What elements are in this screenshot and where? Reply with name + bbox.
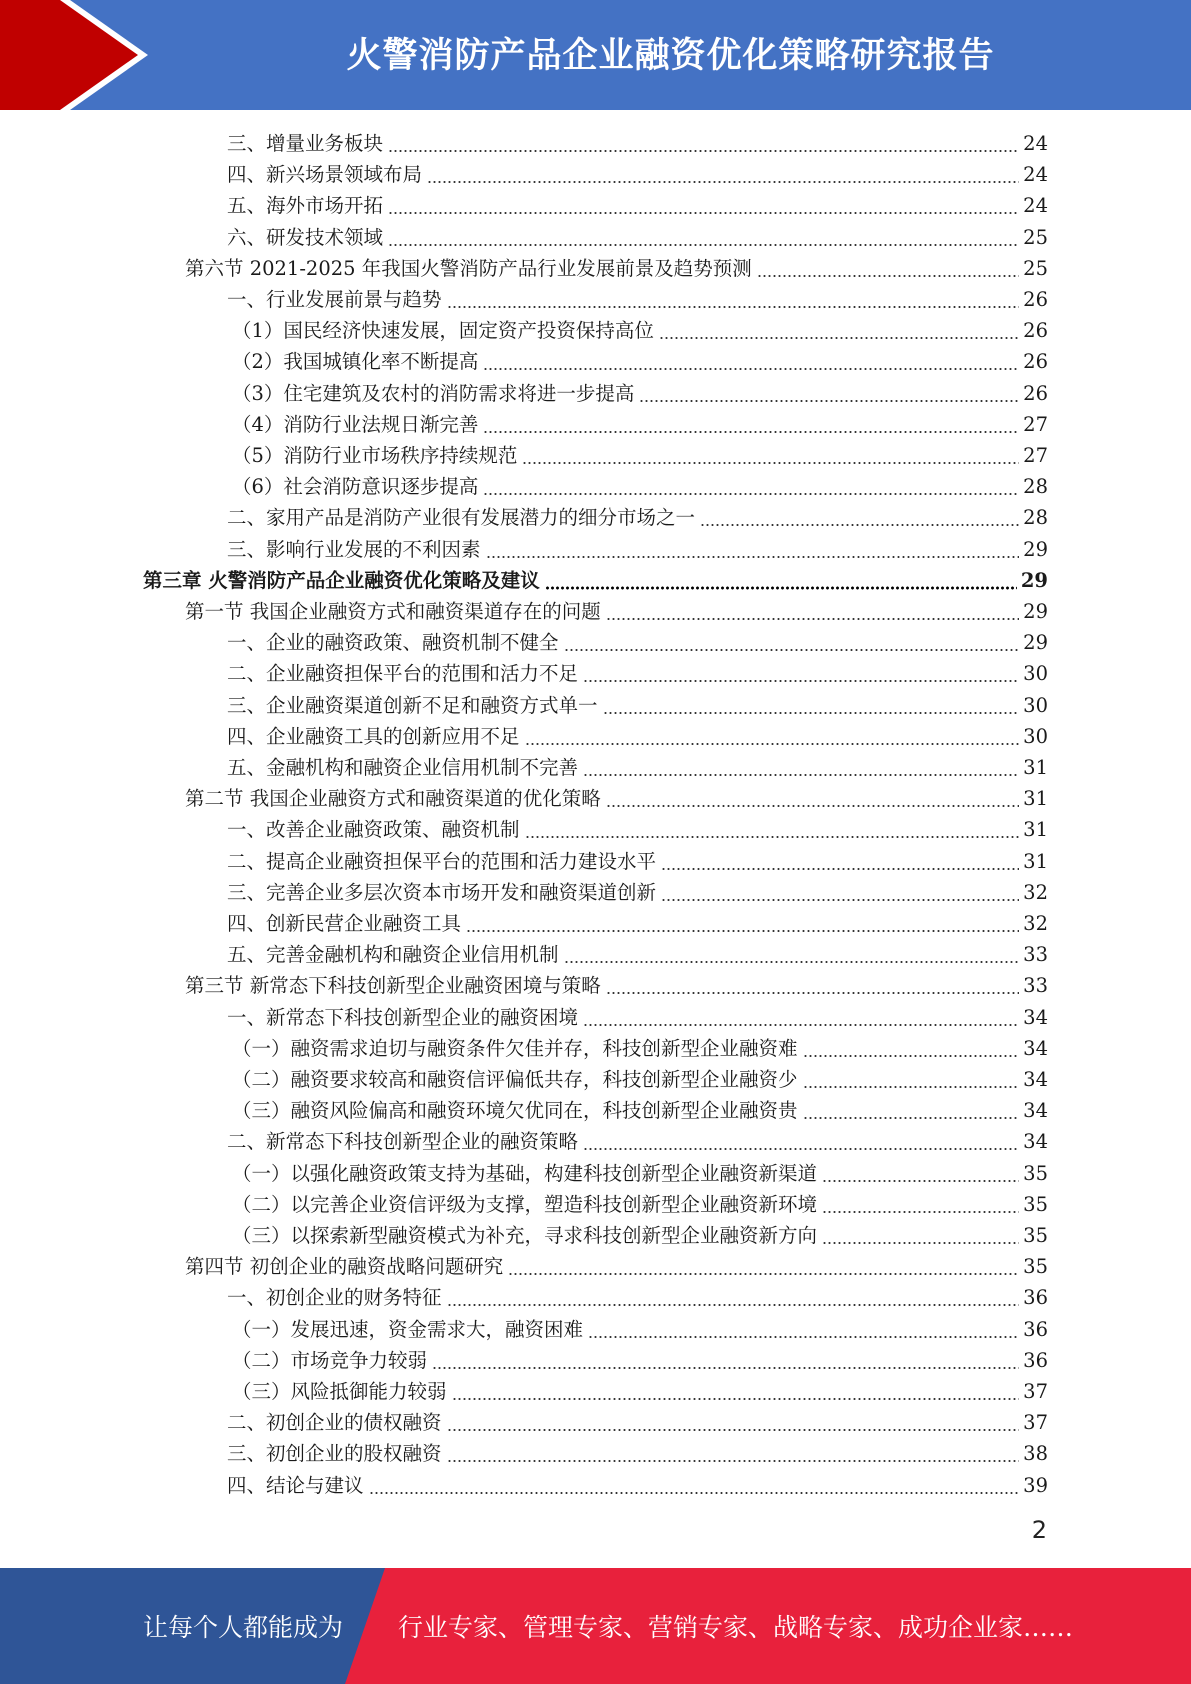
toc-entry-title: 二、家用产品是消防产业很有发展潜力的细分市场之一: [227, 506, 696, 529]
toc-entry-page: 28: [1023, 506, 1048, 529]
toc-entry-title: （一）融资需求迫切与融资条件欠佳并存，科技创新型企业融资难: [232, 1037, 798, 1060]
toc-entry[interactable]: [185, 596, 1048, 627]
toc-entry-title: 四、企业融资工具的创新应用不足: [227, 725, 520, 748]
toc-entry-page: 33: [1023, 974, 1048, 997]
toc-dot-leader: [588, 1335, 1019, 1339]
toc-dot-leader: [606, 804, 1019, 808]
toc-entry-page: 29: [1023, 538, 1048, 561]
toc-entry[interactable]: [227, 877, 1048, 908]
toc-entry-page: 35: [1023, 1224, 1048, 1247]
toc-dot-leader: [583, 1147, 1019, 1151]
toc-entry[interactable]: [232, 346, 1048, 377]
toc-dot-leader: [583, 679, 1019, 683]
toc-entry[interactable]: [232, 1376, 1048, 1407]
toc-entry-title: 三、影响行业发展的不利因素: [227, 538, 481, 561]
toc-dot-leader: [603, 711, 1020, 715]
toc-entry-page: 32: [1023, 881, 1048, 904]
toc-entry-title: 第六节 2021-2025 年我国火警消防产品行业发展前景及趋势预测: [185, 257, 752, 280]
toc-dot-leader: [447, 1459, 1020, 1463]
toc-dot-leader: [483, 367, 1019, 371]
toc-entry[interactable]: [185, 1251, 1048, 1282]
toc-entry[interactable]: [232, 378, 1048, 409]
toc-entry-title: 一、初创企业的财务特征: [227, 1286, 442, 1309]
toc-entry-title: （5）消防行业市场秩序持续规范: [232, 444, 518, 467]
toc-entry[interactable]: [227, 908, 1048, 939]
toc-entry-page: 39: [1023, 1474, 1048, 1497]
toc-dot-leader: [822, 1179, 1019, 1183]
toc-entry-title: （2）我国城镇化率不断提高: [232, 350, 479, 373]
toc-entry[interactable]: [227, 1407, 1048, 1438]
toc-entry[interactable]: [227, 690, 1048, 721]
page-footer: [0, 1568, 1191, 1684]
toc-entry-page: 35: [1023, 1193, 1048, 1216]
toc-entry-page: 36: [1023, 1286, 1048, 1309]
toc-dot-leader: [822, 1210, 1019, 1214]
toc-entry-title: 第二节 我国企业融资方式和融资渠道的优化策略: [185, 787, 601, 810]
toc-entry[interactable]: [227, 627, 1048, 658]
toc-entry-title: 四、结论与建议: [227, 1474, 364, 1497]
toc-entry-page: 34: [1023, 1006, 1048, 1029]
toc-entry-title: 一、改善企业融资政策、融资机制: [227, 818, 520, 841]
toc-entry-page: 26: [1023, 350, 1048, 373]
toc-dot-leader: [447, 305, 1020, 309]
toc-dot-leader: [466, 929, 1019, 933]
toc-entry-page: 29: [1020, 569, 1048, 592]
toc-entry-page: 28: [1023, 475, 1048, 498]
toc-dot-leader: [564, 960, 1020, 964]
toc-entry[interactable]: [227, 1002, 1048, 1033]
toc-entry[interactable]: [227, 128, 1048, 159]
toc-entry[interactable]: [227, 159, 1048, 190]
header-arrow-decoration: [0, 0, 160, 110]
toc-dot-leader: [483, 430, 1019, 434]
toc-entry-title: （三）融资风险偏高和融资环境欠优同在，科技创新型企业融资贵: [232, 1099, 798, 1122]
toc-entry-page: 32: [1023, 912, 1048, 935]
toc-entry-title: （二）市场竞争力较弱: [232, 1349, 428, 1372]
toc-entry-title: （3）住宅建筑及农村的消防需求将进一步提高: [232, 382, 635, 405]
toc-entry-page: 33: [1023, 943, 1048, 966]
toc-entry-page: 37: [1023, 1380, 1048, 1403]
toc-dot-leader: [447, 1428, 1020, 1432]
toc-entry-title: 三、初创企业的股权融资: [227, 1442, 442, 1465]
toc-dot-leader: [369, 1491, 1020, 1495]
toc-entry-title: 三、企业融资渠道创新不足和融资方式单一: [227, 694, 598, 717]
toc-chapter-entry[interactable]: [143, 565, 1048, 596]
toc-entry[interactable]: [232, 1033, 1048, 1064]
toc-entry-title: 六、研发技术领域: [227, 226, 384, 249]
toc-entry[interactable]: [232, 1158, 1048, 1189]
toc-entry-title: （三）风险抵御能力较弱: [232, 1380, 447, 1403]
toc-entry-page: 27: [1023, 413, 1048, 436]
toc-entry-page: 37: [1023, 1411, 1048, 1434]
toc-entry[interactable]: [232, 1189, 1048, 1220]
toc-entry-title: （一）以强化融资政策支持为基础，构建科技创新型企业融资新渠道: [232, 1162, 818, 1185]
toc-dot-leader: [525, 835, 1020, 839]
toc-entry[interactable]: [227, 721, 1048, 752]
toc-entry-page: 26: [1023, 288, 1048, 311]
toc-entry-title: （二）以完善企业资信评级为支撑，塑造科技创新型企业融资新环境: [232, 1193, 818, 1216]
toc-entry-page: 25: [1023, 257, 1048, 280]
toc-dot-leader: [606, 991, 1019, 995]
toc-dot-leader: [583, 773, 1019, 777]
toc-entry-page: 24: [1023, 194, 1048, 217]
toc-entry-page: 31: [1023, 756, 1048, 779]
toc-dot-leader: [508, 1272, 1019, 1276]
toc-dot-leader: [803, 1116, 1020, 1120]
toc-entry[interactable]: [227, 222, 1048, 253]
toc-entry-title: 五、海外市场开拓: [227, 194, 384, 217]
toc-dot-leader: [522, 461, 1019, 465]
toc-entry[interactable]: [232, 315, 1048, 346]
toc-entry[interactable]: [227, 1282, 1048, 1313]
toc-dot-leader: [388, 211, 1019, 215]
toc-entry[interactable]: [185, 783, 1048, 814]
toc-entry-title: 二、企业融资担保平台的范围和活力不足: [227, 662, 579, 685]
toc-entry[interactable]: [232, 1314, 1048, 1345]
toc-dot-leader: [583, 1023, 1019, 1027]
toc-entry-page: 30: [1023, 725, 1048, 748]
toc-dot-leader: [803, 1054, 1020, 1058]
toc-entry-title: 二、提高企业融资担保平台的范围和活力建设水平: [227, 850, 657, 873]
toc-dot-leader: [757, 274, 1019, 278]
toc-entry[interactable]: [227, 814, 1048, 845]
toc-entry-title: 第三章 火警消防产品企业融资优化策略及建议: [143, 569, 540, 592]
toc-entry-page: 26: [1023, 319, 1048, 342]
toc-entry-page: 34: [1023, 1130, 1048, 1153]
footer-slogan-left: 让每个人都能成为: [143, 1613, 344, 1642]
toc-entry-page: 24: [1023, 163, 1048, 186]
toc-dot-leader: [432, 1366, 1019, 1370]
toc-entry-title: 第一节 我国企业融资方式和融资渠道存在的问题: [185, 600, 601, 623]
toc-entry[interactable]: [232, 1345, 1048, 1376]
toc-entry-title: （二）融资要求较高和融资信评偏低共存，科技创新型企业融资少: [232, 1068, 798, 1091]
toc-entry-title: 第三节 新常态下科技创新型企业融资困境与策略: [185, 974, 601, 997]
toc-entry-page: 26: [1023, 382, 1048, 405]
toc-dot-leader: [822, 1241, 1019, 1245]
toc-dot-leader: [427, 180, 1019, 184]
toc-entry-title: 二、新常态下科技创新型企业的融资策略: [227, 1130, 579, 1153]
toc-dot-leader: [486, 555, 1020, 559]
toc-entry-page: 31: [1023, 787, 1048, 810]
toc-entry-page: 24: [1023, 132, 1048, 155]
toc-entry-title: 一、行业发展前景与趋势: [227, 288, 442, 311]
toc-dot-leader: [447, 1303, 1020, 1307]
toc-dot-leader: [545, 586, 1017, 590]
toc-entry-page: 36: [1023, 1318, 1048, 1341]
toc-entry[interactable]: [232, 1220, 1048, 1251]
toc-entry-title: 三、增量业务板块: [227, 132, 384, 155]
footer-slogan-right: 行业专家、管理专家、营销专家、战略专家、成功企业家……: [398, 1613, 1074, 1642]
toc-entry-page: 31: [1023, 850, 1048, 873]
toc-entry-title: 一、企业的融资政策、融资机制不健全: [227, 631, 559, 654]
toc-dot-leader: [639, 399, 1019, 403]
toc-entry-page: 30: [1023, 694, 1048, 717]
toc-entry-page: 34: [1023, 1037, 1048, 1060]
toc-dot-leader: [483, 492, 1019, 496]
toc-entry-title: 五、完善金融机构和融资企业信用机制: [227, 943, 559, 966]
toc-entry-title: 四、新兴场景领域布局: [227, 163, 423, 186]
toc-dot-leader: [388, 243, 1019, 247]
toc-entry-page: 35: [1023, 1162, 1048, 1185]
toc-entry[interactable]: [227, 658, 1048, 689]
toc-dot-leader: [388, 149, 1019, 153]
toc-dot-leader: [661, 898, 1019, 902]
toc-entry-title: （1）国民经济快速发展，固定资产投资保持高位: [232, 319, 654, 342]
toc-entry-page: 31: [1023, 818, 1048, 841]
toc-dot-leader: [525, 742, 1020, 746]
toc-entry[interactable]: [227, 190, 1048, 221]
toc-entry[interactable]: [227, 502, 1048, 533]
toc-entry-page: 38: [1023, 1442, 1048, 1465]
toc-entry[interactable]: [232, 1064, 1048, 1095]
toc-entry[interactable]: [227, 284, 1048, 315]
toc-entry-page: 25: [1023, 226, 1048, 249]
toc-dot-leader: [564, 648, 1020, 652]
page-number: 2: [1031, 1516, 1047, 1544]
toc-dot-leader: [659, 336, 1019, 340]
toc-entry-title: （6）社会消防意识逐步提高: [232, 475, 479, 498]
toc-entry-title: （4）消防行业法规日渐完善: [232, 413, 479, 436]
toc-entry-page: 36: [1023, 1349, 1048, 1372]
toc-entry[interactable]: [232, 1095, 1048, 1126]
toc-entry[interactable]: [185, 253, 1048, 284]
toc-entry-title: 五、金融机构和融资企业信用机制不完善: [227, 756, 579, 779]
toc-entry-title: 一、新常态下科技创新型企业的融资困境: [227, 1006, 579, 1029]
toc-dot-leader: [700, 523, 1019, 527]
toc-entry[interactable]: [232, 440, 1048, 471]
report-title: 火警消防产品企业融资优化策略研究报告: [346, 36, 995, 76]
toc-entry[interactable]: [185, 970, 1048, 1001]
page-header: [0, 0, 1191, 110]
toc-entry[interactable]: [227, 939, 1048, 970]
toc-entry-title: （一）发展迅速，资金需求大，融资困难: [232, 1318, 584, 1341]
toc-entry-title: （三）以探索新型融资模式为补充，寻求科技创新型企业融资新方向: [232, 1224, 818, 1247]
toc-entry[interactable]: [227, 752, 1048, 783]
toc-entry[interactable]: [227, 846, 1048, 877]
toc-dot-leader: [452, 1397, 1020, 1401]
toc-entry[interactable]: [227, 1470, 1048, 1501]
toc-entry-page: 34: [1023, 1068, 1048, 1091]
toc-entry-page: 34: [1023, 1099, 1048, 1122]
toc-dot-leader: [606, 617, 1019, 621]
toc-entry-title: 三、完善企业多层次资本市场开发和融资渠道创新: [227, 881, 657, 904]
toc-entry[interactable]: [232, 409, 1048, 440]
toc-entry-page: 35: [1023, 1255, 1048, 1278]
toc-entry[interactable]: [227, 1126, 1048, 1157]
toc-entry-page: 27: [1023, 444, 1048, 467]
toc-entry-page: 29: [1023, 600, 1048, 623]
toc-entry[interactable]: [232, 471, 1048, 502]
toc-entry[interactable]: [227, 534, 1048, 565]
toc-entry-title: 四、创新民营企业融资工具: [227, 912, 462, 935]
toc-entry-page: 30: [1023, 662, 1048, 685]
toc-entry-page: 29: [1023, 631, 1048, 654]
toc-dot-leader: [803, 1085, 1020, 1089]
toc-entry-title: 二、初创企业的债权融资: [227, 1411, 442, 1434]
toc-dot-leader: [661, 867, 1019, 871]
toc-entry[interactable]: [227, 1438, 1048, 1469]
toc-entry-title: 第四节 初创企业的融资战略问题研究: [185, 1255, 504, 1278]
